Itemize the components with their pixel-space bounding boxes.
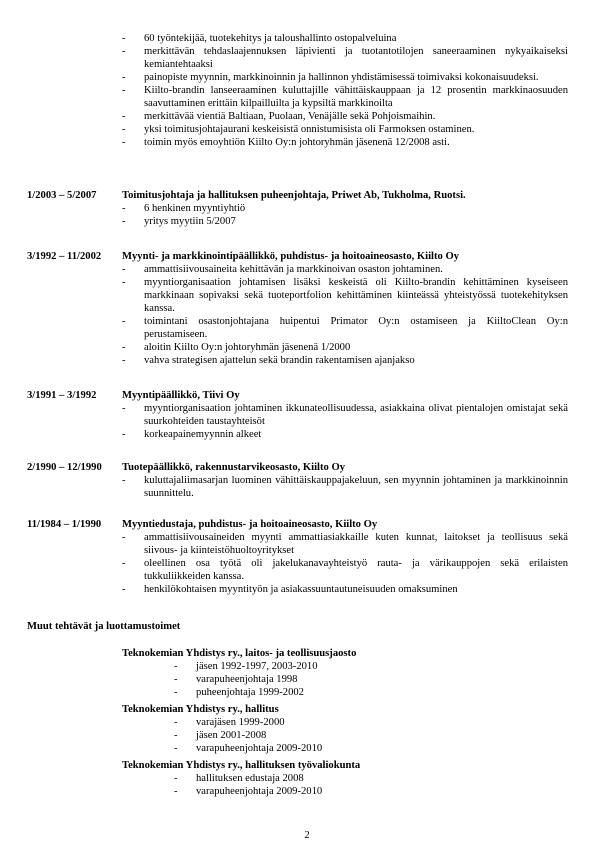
position-title: Toimitusjohtaja ja hallituksen puheenjohtaja, Priwet Ab, Tukholma, Ruotsi.	[122, 190, 466, 201]
position-content	[122, 189, 568, 228]
list-item: - ammattisiivousaineita kehittävän ja markkinoivan osaston johtaminen.	[122, 264, 443, 275]
list-item: - yritys myytiin 5/2007	[122, 216, 236, 227]
organization-entry	[122, 647, 568, 699]
list-item: - kuluttajaliimasarjan luominen vähittäiskauppajakeluun, sen myynnin johtaminen ja markkinoinnin suunnittelu.	[122, 475, 568, 499]
list-item: - aloitin Kiilto Oy:n johtoryhmän jäsenenä 1/2000	[122, 342, 351, 353]
organization-name: Teknokemian Yhdistys ry., laitos- ja teollisuusjaosto	[122, 648, 357, 659]
position-bullet-list	[122, 474, 568, 500]
organization-name: Teknokemian Yhdistys ry., hallitus	[122, 704, 279, 715]
position-content	[122, 250, 568, 367]
position-period: 11/1984 – 1/1990	[27, 519, 102, 530]
list-item: - jäsen 1992-1997, 2003-2010	[174, 661, 318, 672]
position-bullet-list	[122, 531, 568, 596]
list-item: - toimintani osastonjohtajana huipentui Primator Oy:n ostamiseen ja KiiltoClean Oy:n perustamiseen.	[122, 316, 568, 340]
list-item: - jäsen 2001-2008	[174, 730, 267, 741]
list-item: - puheenjohtaja 1999-2002	[174, 687, 304, 698]
position-content	[122, 389, 568, 441]
position-title: Tuotepäällikkö, rakennustarvikeosasto, Kiilto Oy	[122, 462, 345, 473]
position-period: 1/2003 – 5/2007	[27, 190, 97, 201]
role-list	[122, 716, 568, 755]
list-item: - 60 työntekijää, tuotekehitys ja taloushallinto ostopalveluina	[122, 33, 397, 44]
list-item: - myyntiorganisaation johtamisen lisäksi keskeistä oli Kiilto-brandin kehittäminen kyseiseen markkinaan sopivaksi sekä tuoteportfolion kehittäminen kiinteässä yhteistyössä tuotekehityksen kanssa.	[122, 277, 568, 314]
list-item: - varapuheenjohtaja 2009-2010	[174, 743, 323, 754]
position-title: Myyntipäällikkö, Tiivi Oy	[122, 390, 240, 401]
list-item: - hallituksen edustaja 2008	[174, 773, 304, 784]
list-item: - merkittävän tehdaslaajennuksen läpivienti ja tuotantotilojen saneeraaminen nykyaikaiseksi kemiantehtaaksi	[122, 46, 568, 70]
position-content	[122, 518, 568, 596]
continued-bullet-list	[122, 32, 568, 149]
list-item: - Kiilto-brandin lanseeraaminen kuluttajille vähittäiskauppaan ja 12 prosentin markkinaosuuden saavuttaminen erittäin kilpailluilta ja kypsiltä markkinoilta	[122, 85, 568, 109]
position-content	[122, 461, 568, 500]
list-item: - merkittävää vientiä Baltiaan, Puolaan, Venäjälle sekä Pohjoismaihin.	[122, 111, 436, 122]
position-title: Myyntiedustaja, puhdistus- ja hoitoaineosasto, Kiilto Oy	[122, 519, 378, 530]
list-item: - varajäsen 1999-2000	[174, 717, 285, 728]
position-bullet-list	[122, 202, 568, 228]
list-item: - myyntiorganisaation johtaminen ikkunateollisuudessa, asiakkaina olivat pientalojen omistajat sekä suurkohteiden taustayhteisöt	[122, 403, 568, 427]
list-item: - varapuheenjohtaja 1998	[174, 674, 298, 685]
section-title: Muut tehtävät ja luottamustoimet	[27, 621, 181, 632]
list-item: - 6 henkinen myyntiyhtiö	[122, 203, 246, 214]
list-item: - ammattisiivousaineiden myynti ammattiasiakkaille kuten kunnat, laitokset ja teollisuus sekä siivous- ja kiinteistöhuoltoyritykset	[122, 532, 568, 556]
list-item: - varapuheenjohtaja 2009-2010	[174, 786, 323, 797]
list-item: - yksi toimitusjohtajaurani keskeisistä onnistumisista oli Farmoksen ostaminen.	[122, 124, 475, 135]
continued-content	[122, 32, 568, 149]
page-number: 2	[304, 830, 310, 841]
list-item: - vahva strategisen ajattelun sekä brandin rakentamisen ajanjakso	[122, 355, 415, 366]
list-item: - toimin myös emoyhtiön Kiilto Oy:n johtoryhmän jäsenenä 12/2008 asti.	[122, 137, 450, 148]
position-title: Myynti- ja markkinointipäällikkö, puhdistus- ja hoitoaineosasto, Kiilto Oy	[122, 251, 459, 262]
position-period: 3/1992 – 11/2002	[27, 251, 102, 262]
list-item: - painopiste myynnin, markkinoinnin ja hallinnon yhdistämisessä toimivaksi kokonaisuudeksi.	[122, 72, 539, 83]
position-period: 3/1991 – 3/1992	[27, 390, 97, 401]
list-item: - korkeapainemyynnin alkeet	[122, 429, 262, 440]
organization-entry	[122, 759, 568, 798]
list-item: - oleellinen osa työtä oli jakelukanavayhteistyö rauta- ja värikauppojen sekä erilaisten tukkuliikkeiden kanssa.	[122, 558, 568, 582]
role-list	[122, 660, 568, 699]
organization-name: Teknokemian Yhdistys ry., hallituksen työvaliokunta	[122, 760, 361, 771]
list-item: - henkilökohtaisen myyntityön ja asiakassuuntautuneisuuden omaksuminen	[122, 584, 458, 595]
role-list	[122, 772, 568, 798]
position-bullet-list	[122, 402, 568, 441]
position-bullet-list	[122, 263, 568, 367]
organization-entry	[122, 703, 568, 755]
position-period: 2/1990 – 12/1990	[27, 462, 102, 473]
